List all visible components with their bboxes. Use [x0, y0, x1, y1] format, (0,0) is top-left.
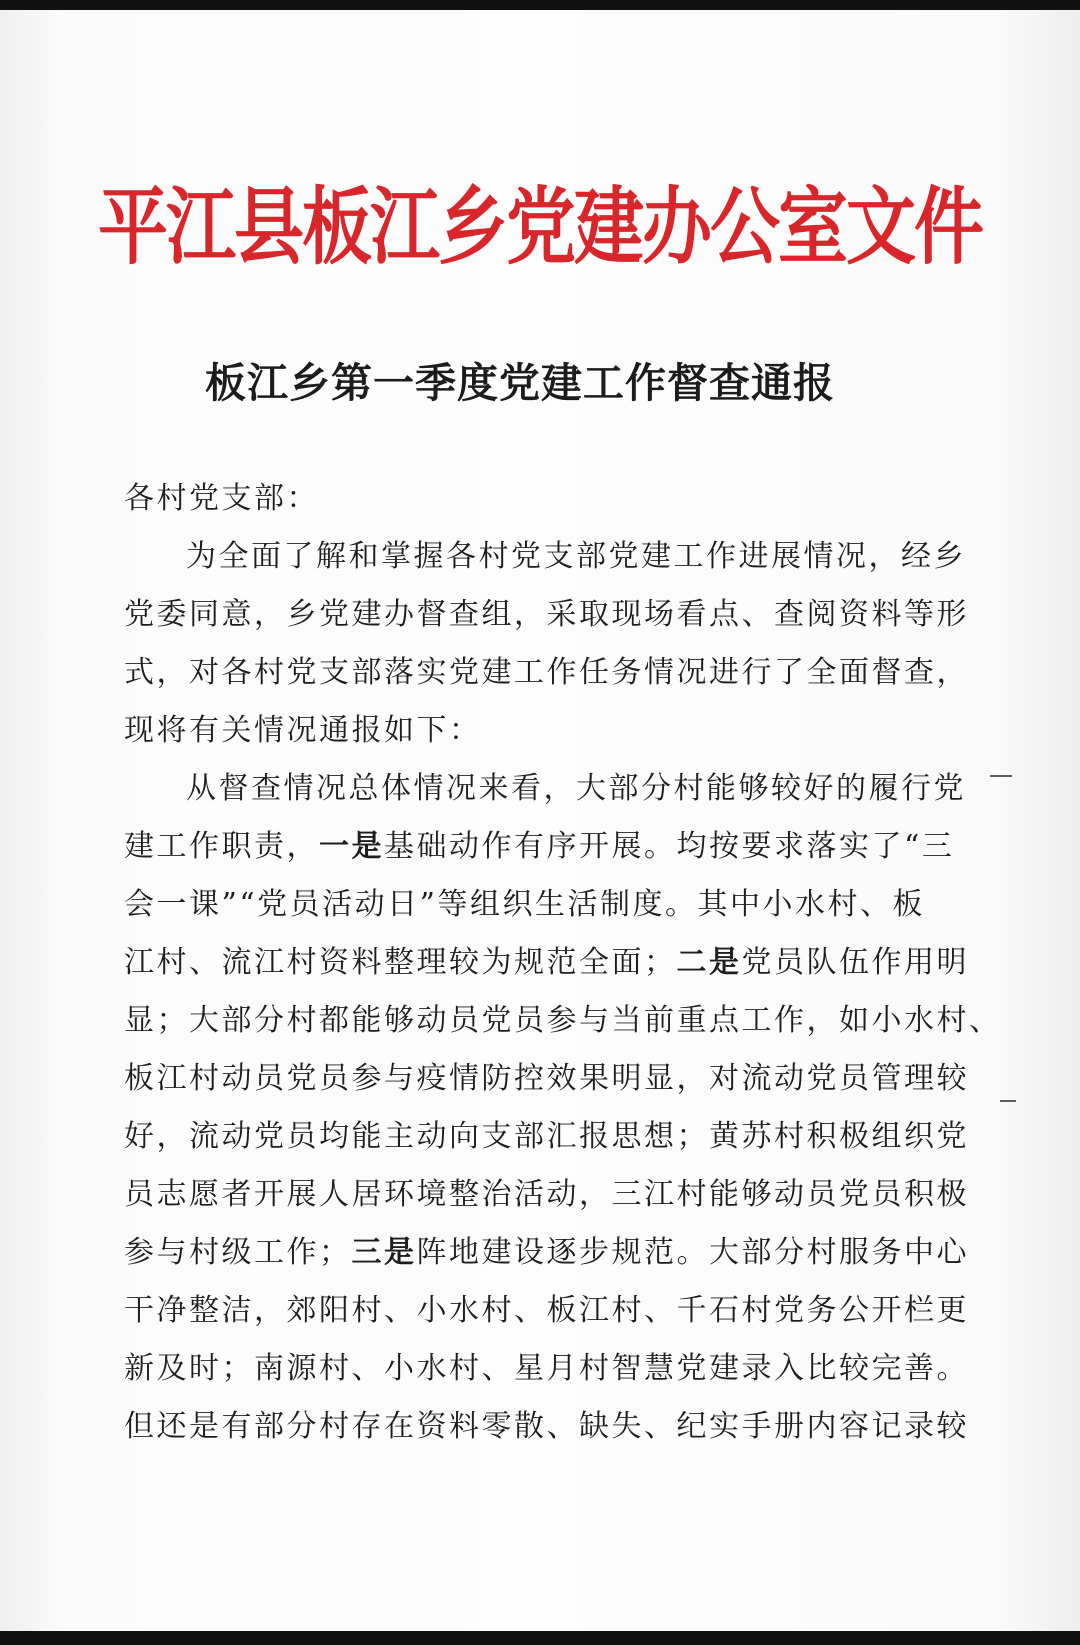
- bold-keyword: 三是: [351, 1235, 417, 1270]
- text-line: 式，对各村党支部落实党建工作任务情况进行了全面督查，: [124, 655, 969, 690]
- top-border: [0, 0, 1080, 10]
- bottom-border: [0, 1631, 1080, 1645]
- text-line: [124, 1224, 969, 1282]
- text-line: 会一课”“党员活动日”等组织生活制度。其中小水村、板: [124, 887, 926, 922]
- salutation: 各村党支部：: [124, 481, 319, 516]
- paragraph-2: [124, 760, 1002, 1456]
- text-line: 显；大部分村都能够动员党员参与当前重点工作，如小水村、: [124, 1003, 1002, 1038]
- issuer-header: 平江县板江乡党建办公室文件: [98, 176, 982, 277]
- text-segment: 阵地建设逐步规范。大部分村服务中心: [416, 1235, 969, 1270]
- text-line: 现将有关情况通报如下：: [124, 713, 482, 748]
- text-line: 从督查情况总体情况来看，大部分村能够较好的履行党: [186, 771, 966, 806]
- text-segment: 参与村级工作；: [124, 1235, 352, 1270]
- document-body: [124, 470, 1002, 1456]
- text-segment: 建工作职责，: [124, 829, 319, 864]
- text-line: 好，流动党员均能主动向支部汇报思想；黄苏村积极组织党: [124, 1119, 969, 1154]
- text-line: 为全面了解和掌握各村党支部党建工作进展情况，经乡: [186, 539, 966, 574]
- text-line: 员志愿者开展人居环境整治活动，三江村能够动员党员积极: [124, 1177, 969, 1212]
- scan-mark: [1000, 1100, 1016, 1102]
- text-line: 干净整洁，郊阳村、小水村、板江村、千石村党务公开栏更: [124, 1293, 969, 1328]
- text-line: 板江村动员党员参与疫情防控效果明显，对流动党员管理较: [124, 1061, 969, 1096]
- text-line: 但还是有部分村存在资料零散、缺失、纪实手册内容记录较: [124, 1409, 969, 1444]
- bold-keyword: 一是: [319, 829, 384, 864]
- text-line: [124, 818, 955, 876]
- text-segment: 江村、流江村资料整理较为规范全面；: [124, 945, 677, 980]
- text-line: 新及时；南源村、小水村、星月村智慧党建录入比较完善。: [124, 1351, 969, 1386]
- bold-keyword: 二是: [676, 945, 742, 980]
- paragraph-1: [124, 528, 969, 760]
- text-segment: 基础动作有序开展。均按要求落实了“三: [384, 829, 955, 864]
- scan-mark: [990, 775, 1012, 777]
- text-line: [124, 934, 969, 992]
- text-line: 党委同意，乡党建办督查组，采取现场看点、查阅资料等形: [124, 597, 969, 632]
- document-title: 板江乡第一季度党建工作督查通报: [205, 359, 835, 407]
- text-segment: 党员队伍作用明: [741, 945, 969, 980]
